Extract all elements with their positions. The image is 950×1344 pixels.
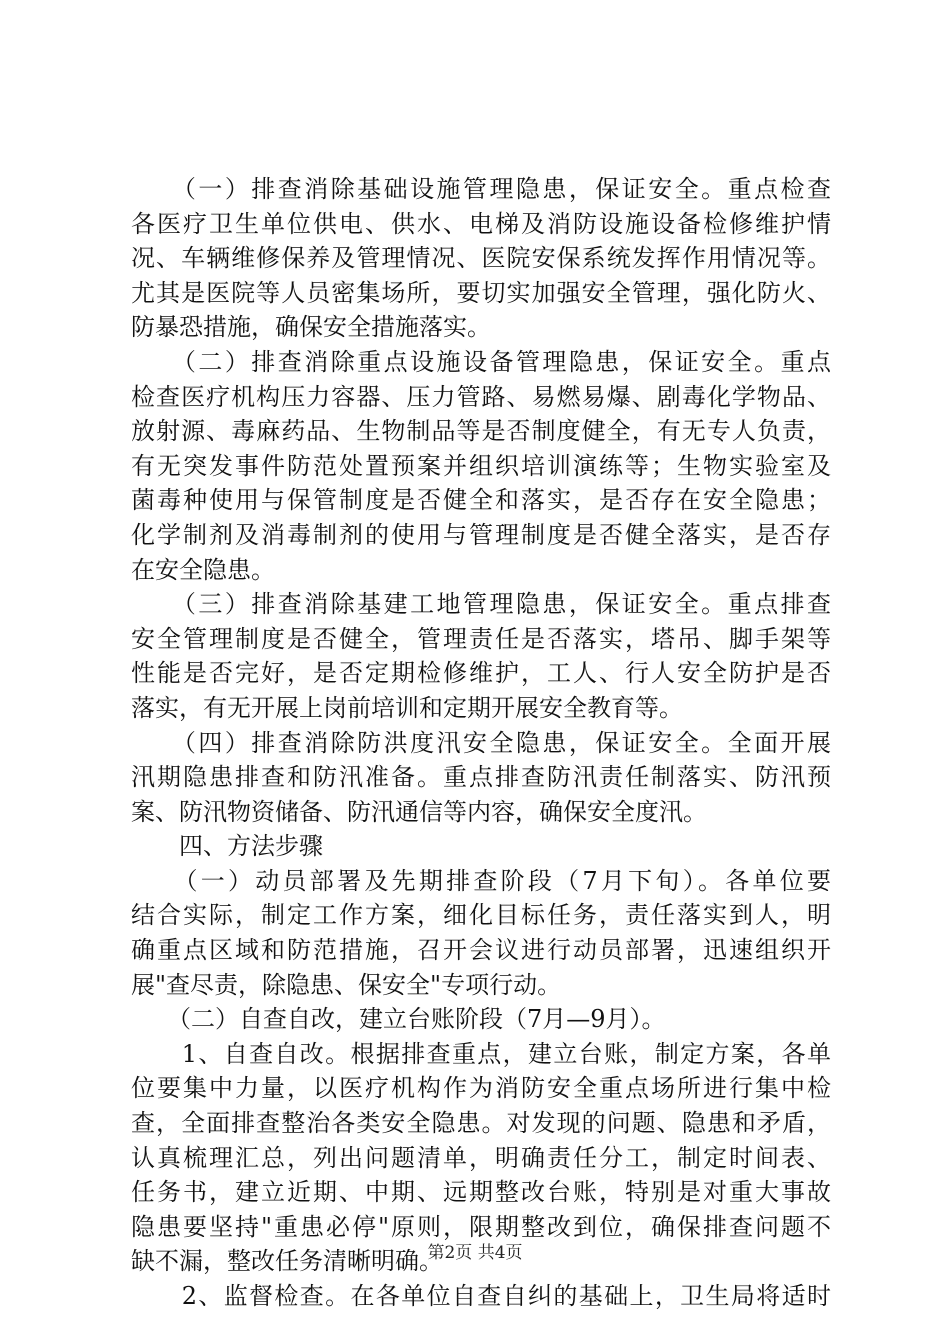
text-line: 认真梳理汇总，列出问题清单，明确责任分工，制定时间表、 — [131, 1143, 831, 1172]
text-line: 各医疗卫生单位供电、供水、电梯及消防设施设备检修维护情 — [131, 209, 831, 238]
text-line: 展"查尽责，除隐患、保安全"专项行动。 — [131, 970, 562, 999]
page-footer: 第2页 共4页 — [427, 1243, 523, 1263]
text-line: （四）排查消除防洪度汛安全隐患，保证安全。全面开展 — [131, 728, 831, 757]
text-line: 缺不漏，整改任务清晰明确。 — [131, 1247, 443, 1276]
text-line: 化学制剂及消毒制剂的使用与管理制度是否健全落实，是否存 — [131, 520, 831, 549]
text-line: 落实，有无开展上岗前培训和定期开展安全教育等。 — [131, 693, 683, 722]
text-line: 任务书，建立近期、中期、远期整改台账，特别是对重大事故 — [131, 1178, 831, 1207]
text-line: 性能是否完好，是否定期检修维护，工人、行人安全防护是否 — [131, 659, 831, 688]
text-line: 案、防汛物资储备、防汛通信等内容，确保安全度汛。 — [131, 797, 707, 826]
text-line: （二）排查消除重点设施设备管理隐患，保证安全。重点 — [131, 347, 831, 376]
text-line: 2、监督检查。在各单位自查自纠的基础上，卫生局将适时 — [131, 1282, 831, 1310]
text-line: （二）自查自改，建立台账阶段（7月—9月）。 — [131, 1005, 666, 1034]
text-line: 放射源、毒麻药品、生物制品等是否制度健全，有无专人负责， — [131, 417, 831, 446]
text-line: 菌毒种使用与保管制度是否健全和落实，是否存在安全隐患； — [131, 486, 831, 515]
text-line: 有无突发事件防范处置预案并组织培训演练等；生物实验室及 — [131, 451, 831, 480]
text-line: 防暴恐措施，确保安全措施落实。 — [131, 313, 491, 342]
text-line: 结合实际，制定工作方案，细化目标任务，责任落实到人，明 — [131, 901, 831, 930]
text-line: 位要集中力量，以医疗机构作为消防安全重点场所进行集中检 — [131, 1074, 831, 1103]
text-line: （三）排查消除基建工地管理隐患，保证安全。重点排查 — [131, 590, 831, 619]
text-line: 确重点区域和防范措施，召开会议进行动员部署，迅速组织开 — [131, 936, 831, 965]
document-body — [131, 172, 831, 1314]
text-line: 在安全隐患。 — [131, 555, 275, 584]
text-line: 查，全面排查整治各类安全隐患。对发现的问题、隐患和矛盾， — [131, 1109, 831, 1138]
text-line: （一）动员部署及先期排查阶段（7月下旬）。各单位要 — [131, 866, 831, 895]
text-line: （一）排查消除基础设施管理隐患，保证安全。重点检查 — [131, 175, 831, 203]
text-line: 安全管理制度是否健全，管理责任是否落实，塔吊、脚手架等 — [131, 624, 831, 653]
text-line: 汛期隐患排查和防汛准备。重点排查防汛责任制落实、防汛预 — [131, 763, 831, 792]
text-line: 1、自查自改。根据排查重点，建立台账，制定方案，各单 — [131, 1039, 831, 1068]
text-line: 隐患要坚持"重患必停"原则，限期整改到位，确保排查问题不 — [131, 1212, 831, 1241]
text-line: 况、车辆维修保养及管理情况、医院安保系统发挥作用情况等。 — [131, 244, 831, 273]
text-line: 检查医疗机构压力容器、压力管路、易燃易爆、剧毒化学物品、 — [131, 382, 831, 411]
text-line: 尤其是医院等人员密集场所，要切实加强安全管理，强化防火、 — [131, 278, 831, 307]
text-line: 四、方法步骤 — [131, 832, 323, 861]
